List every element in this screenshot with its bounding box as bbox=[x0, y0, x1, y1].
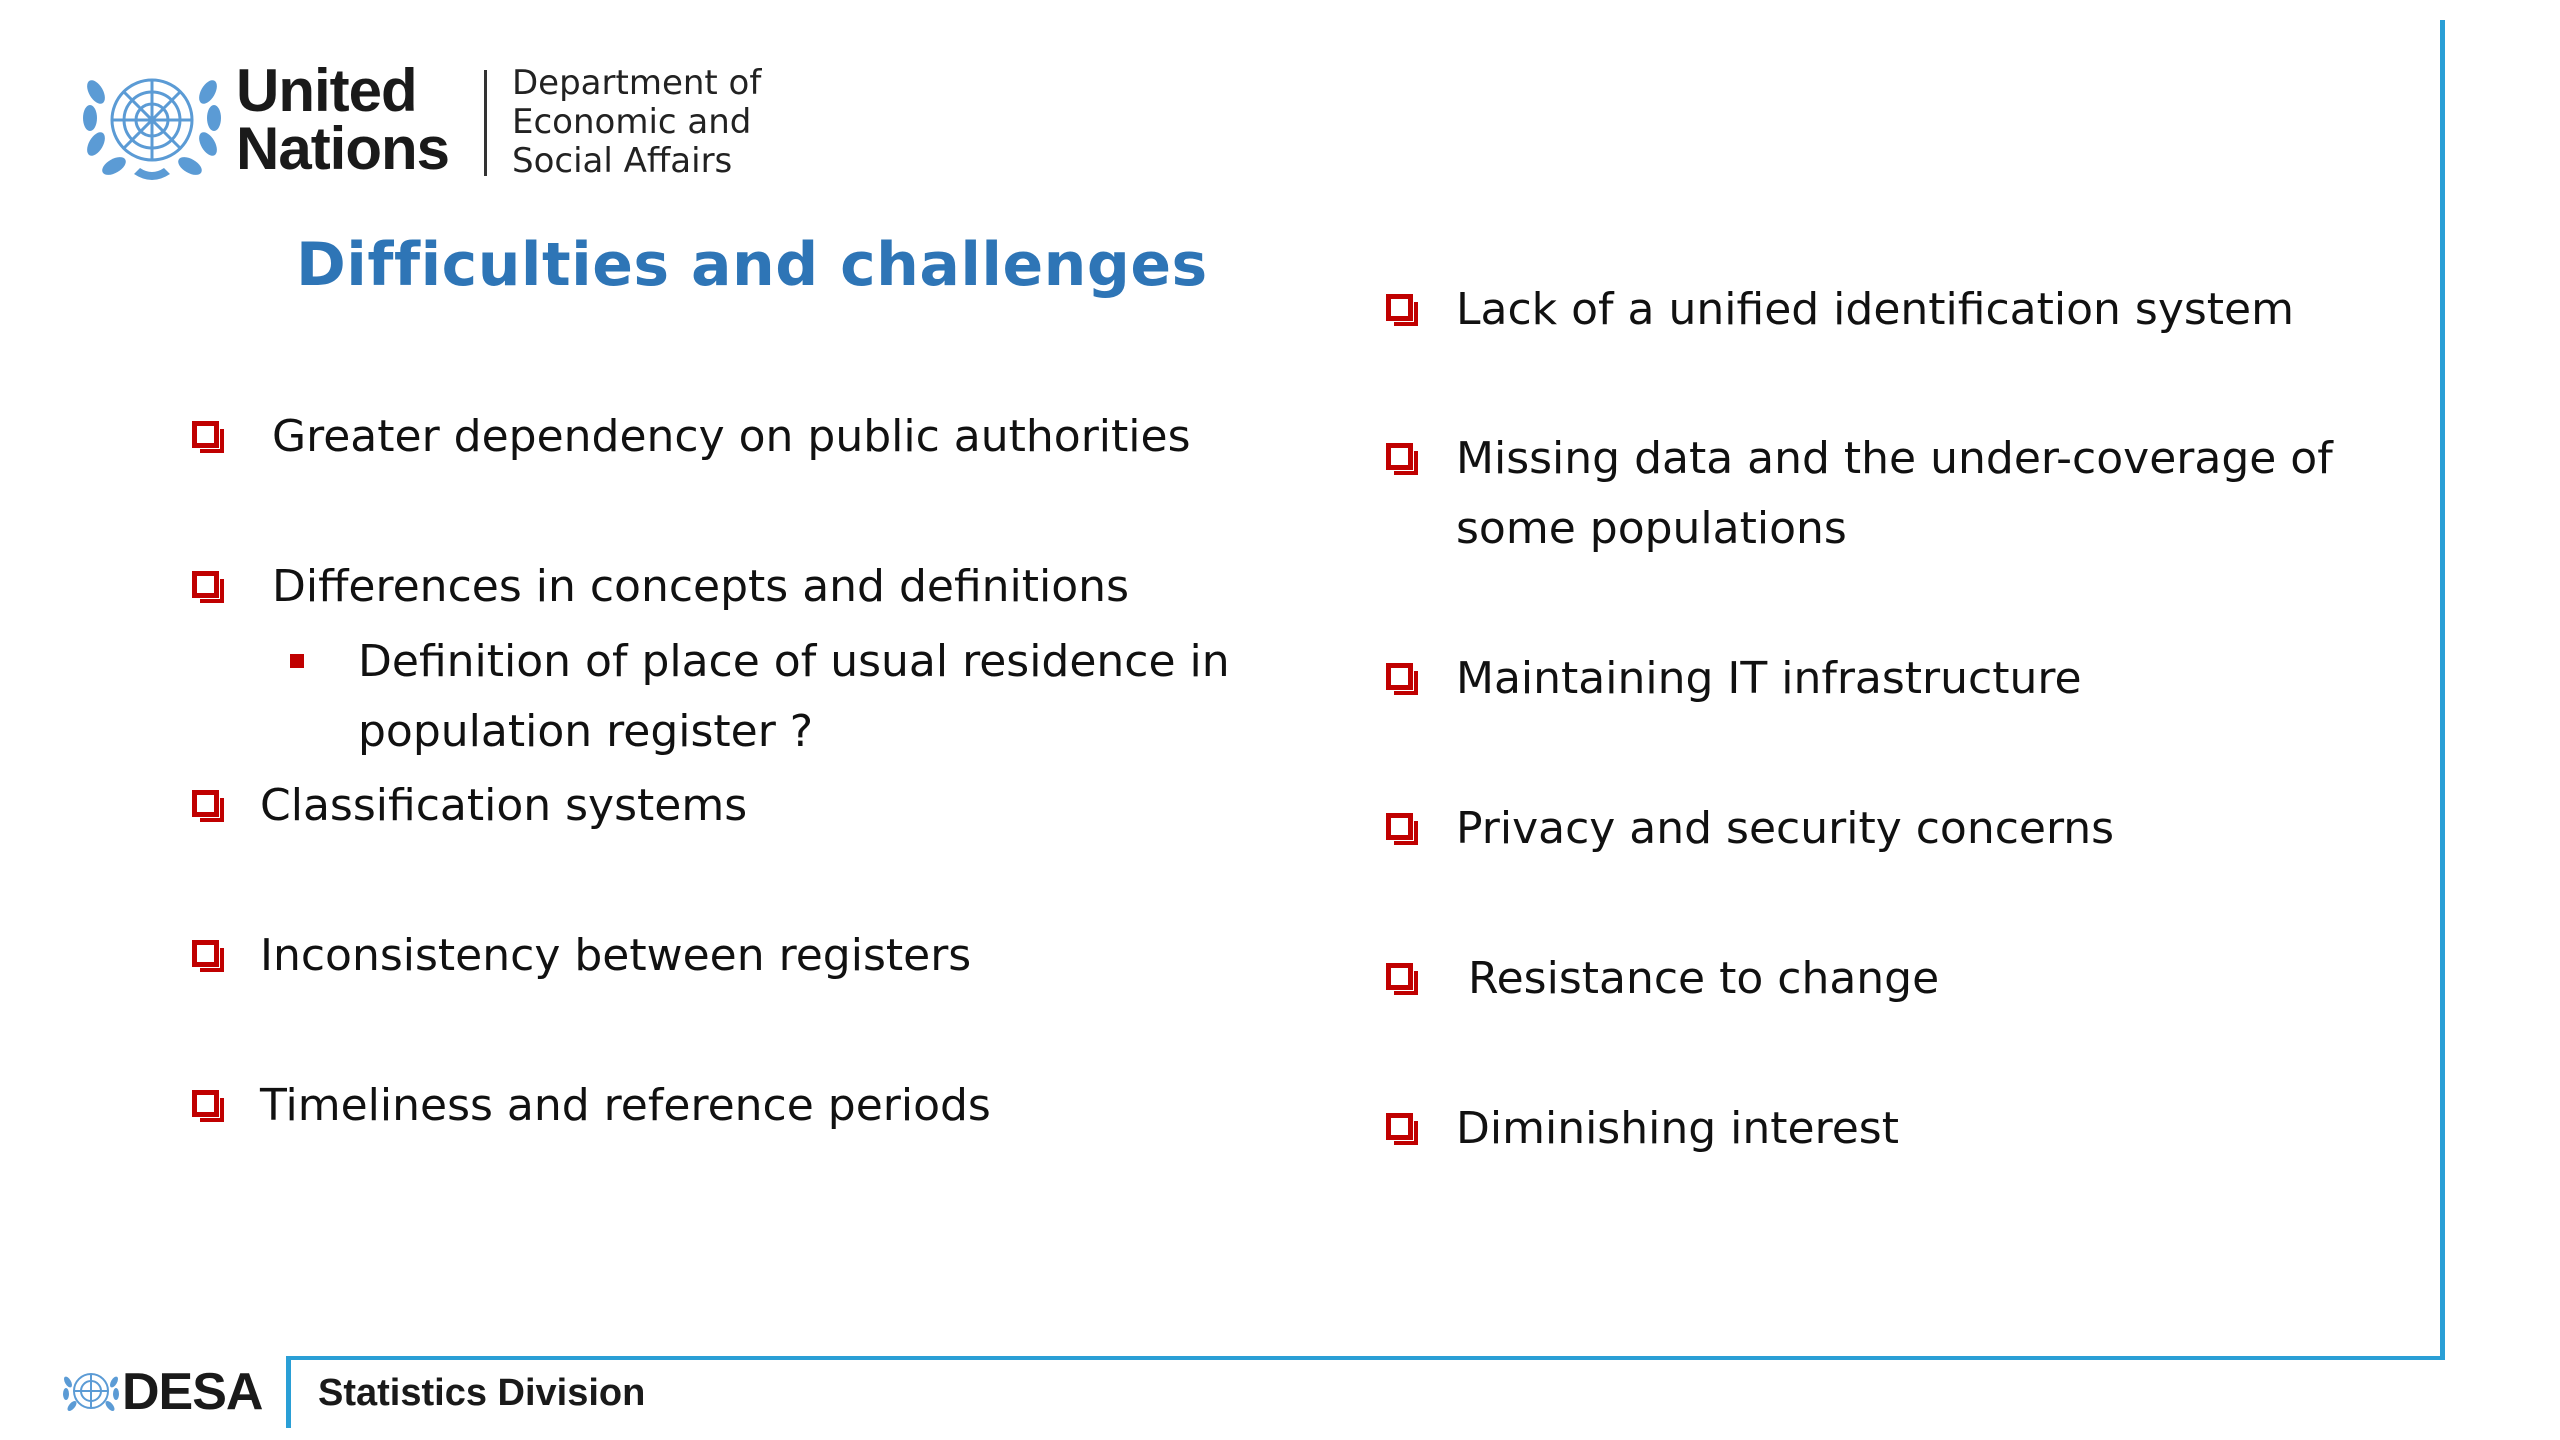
red-checkbox-icon bbox=[1386, 1113, 1413, 1140]
footer-divider bbox=[286, 1356, 291, 1428]
red-checkbox-icon bbox=[1386, 963, 1413, 990]
red-checkbox-icon bbox=[192, 1090, 219, 1117]
org-line-2: Nations bbox=[236, 115, 450, 182]
dept-line-3: Social Affairs bbox=[512, 141, 733, 181]
un-emblem-icon bbox=[62, 1366, 120, 1418]
frame-right-line bbox=[2440, 20, 2445, 1360]
left-item-1: Greater dependency on public authorities bbox=[272, 411, 1191, 462]
left-item-4: Inconsistency between registers bbox=[260, 930, 972, 981]
red-checkbox-icon bbox=[192, 571, 219, 598]
right-item-2-line-1: Missing data and the under-coverage of bbox=[1456, 433, 2333, 484]
frame-bottom-line bbox=[290, 1356, 2445, 1360]
right-item-3: Maintaining IT infrastructure bbox=[1456, 653, 2082, 704]
left-item-2-sub-line-2: population register ? bbox=[358, 706, 814, 757]
left-item-2-sub-line-1: Definition of place of usual residence in bbox=[358, 636, 1230, 687]
org-line-1: United bbox=[236, 57, 417, 124]
red-checkbox-icon bbox=[192, 940, 219, 967]
footer-division: Statistics Division bbox=[318, 1372, 646, 1414]
red-checkbox-icon bbox=[1386, 443, 1413, 470]
left-item-2: Differences in concepts and definitions bbox=[272, 561, 1129, 612]
right-item-1: Lack of a unified identification system bbox=[1456, 284, 2294, 335]
red-checkbox-icon bbox=[192, 790, 219, 817]
right-item-2-line-2: some populations bbox=[1456, 503, 1847, 554]
slide-title: Difficulties and challenges bbox=[296, 230, 1208, 300]
red-checkbox-icon bbox=[1386, 813, 1413, 840]
header-divider bbox=[484, 70, 487, 176]
org-wordmark bbox=[236, 57, 450, 182]
left-item-5: Timeliness and reference periods bbox=[260, 1080, 991, 1131]
red-checkbox-icon bbox=[192, 421, 219, 448]
department-name bbox=[512, 64, 761, 181]
left-item-3: Classification systems bbox=[260, 780, 748, 831]
right-item-6: Diminishing interest bbox=[1456, 1103, 1899, 1154]
un-emblem-icon bbox=[82, 62, 222, 186]
dept-line-2: Economic and bbox=[512, 102, 752, 142]
red-square-icon bbox=[290, 654, 304, 668]
right-item-4: Privacy and security concerns bbox=[1456, 803, 2115, 854]
red-checkbox-icon bbox=[1386, 294, 1413, 321]
footer-brand: DESA bbox=[122, 1363, 263, 1421]
red-checkbox-icon bbox=[1386, 663, 1413, 690]
right-item-5: Resistance to change bbox=[1468, 953, 1940, 1004]
dept-line-1: Department of bbox=[512, 63, 762, 103]
